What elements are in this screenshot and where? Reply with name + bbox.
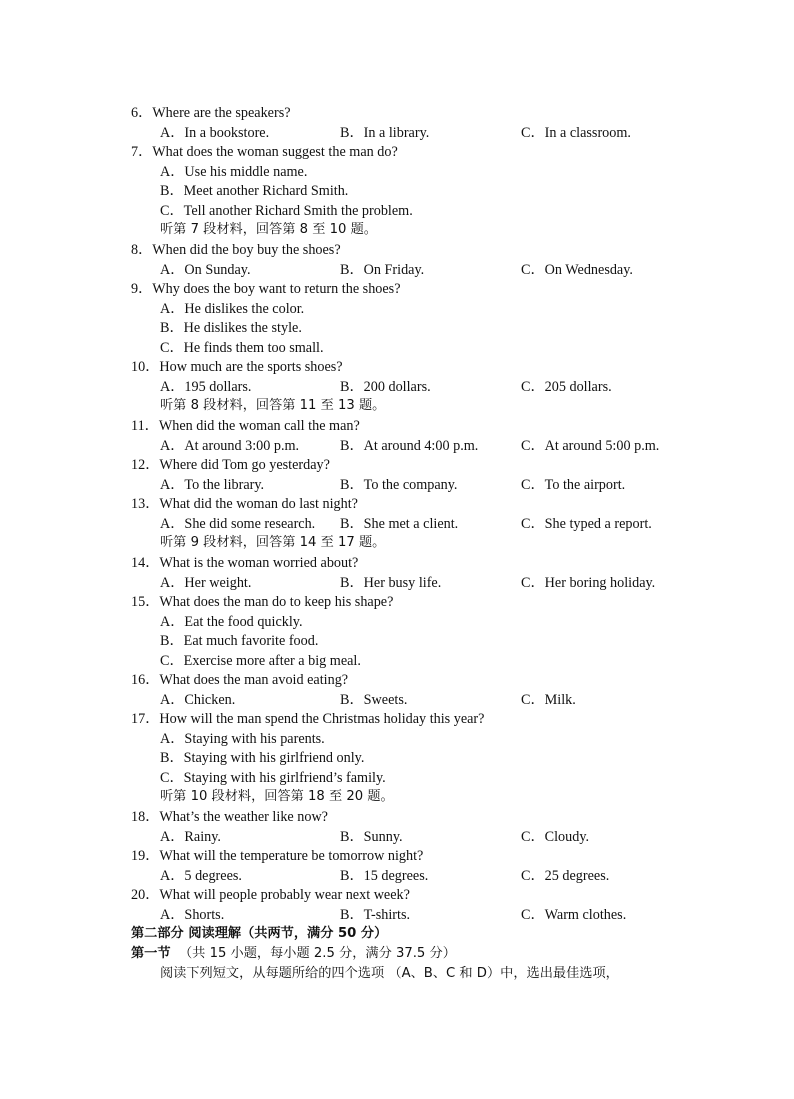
option-c: C．Milk. xyxy=(521,692,576,708)
option-a: A．He dislikes the color. xyxy=(160,301,305,317)
option-a: A．At around 3:00 p.m. xyxy=(160,438,300,454)
section-info: （共 15 小题，每小题 2.5 分，满分 37.5 分） xyxy=(179,946,456,961)
option-a: A．In a bookstore. xyxy=(160,125,270,141)
question-stem: 10．How much are the sports shoes? xyxy=(131,359,343,375)
option-a: A．Staying with his parents. xyxy=(160,731,325,747)
option-c: C．Cloudy. xyxy=(521,829,590,845)
option-row xyxy=(0,201,794,221)
option-c: C．Warm clothes. xyxy=(521,907,627,923)
option-row xyxy=(0,748,794,768)
part2-title: 第二部分 阅读理解（共两节，满分 50 分） xyxy=(131,926,388,941)
option-row xyxy=(0,162,794,182)
option-row xyxy=(0,651,794,671)
options-row xyxy=(0,827,794,847)
question-stem: 8．When did the boy buy the shoes? xyxy=(131,242,341,258)
option-c: C．On Wednesday. xyxy=(521,262,633,278)
listening-instruction xyxy=(0,533,794,553)
option-row xyxy=(0,631,794,651)
listening-instruction xyxy=(0,220,794,240)
reading-directions xyxy=(0,964,794,984)
option-b: B．He dislikes the style. xyxy=(160,320,302,336)
option-b: B．Her busy life. xyxy=(340,575,442,591)
option-row xyxy=(0,768,794,788)
question-13 xyxy=(0,494,794,514)
question-stem: 16．What does the man avoid eating? xyxy=(131,672,349,688)
option-a: A．5 degrees. xyxy=(160,868,242,884)
question-18 xyxy=(0,807,794,827)
option-b: B．Meet another Richard Smith. xyxy=(160,183,349,199)
option-b: B．On Friday. xyxy=(340,262,425,278)
option-b: B．T-shirts. xyxy=(340,907,411,923)
question-stem: 11．When did the woman call the man? xyxy=(131,418,360,434)
options-row xyxy=(0,260,794,280)
option-a: A．Shorts. xyxy=(160,907,225,923)
option-b: B．To the company. xyxy=(340,477,458,493)
question-17 xyxy=(0,709,794,729)
question-stem: 12．Where did Tom go yesterday? xyxy=(131,457,330,473)
question-15 xyxy=(0,592,794,612)
question-20 xyxy=(0,885,794,905)
option-c: C．Exercise more after a big meal. xyxy=(160,653,361,669)
option-c: C．At around 5:00 p.m. xyxy=(521,438,660,454)
question-stem: 19．What will the temperature be tomorrow night? xyxy=(131,848,424,864)
question-stem: 7．What does the woman suggest the man do? xyxy=(131,144,398,160)
option-b: B．She met a client. xyxy=(340,516,459,532)
option-c: C．Her boring holiday. xyxy=(521,575,656,591)
option-c: C．Staying with his girlfriend’s family. xyxy=(160,770,386,786)
part2-heading xyxy=(0,924,794,944)
question-stem: 9．Why does the boy want to return the shoes? xyxy=(131,281,401,297)
question-stem: 13．What did the woman do last night? xyxy=(131,496,358,512)
option-row xyxy=(0,612,794,632)
question-12 xyxy=(0,455,794,475)
question-10 xyxy=(0,357,794,377)
option-b: B．200 dollars. xyxy=(340,379,431,395)
option-row xyxy=(0,181,794,201)
instruction-text: 听第 9 段材料，回答第 14 至 17 题。 xyxy=(160,535,386,550)
question-19 xyxy=(0,846,794,866)
options-row xyxy=(0,905,794,925)
option-row xyxy=(0,729,794,749)
options-row xyxy=(0,690,794,710)
option-a: A．She did some research. xyxy=(160,516,316,532)
question-stem: 18．What’s the weather like now? xyxy=(131,809,328,825)
option-c: C．Tell another Richard Smith the problem. xyxy=(160,203,413,219)
options-row xyxy=(0,475,794,495)
options-row xyxy=(0,377,794,397)
option-c: C．She typed a report. xyxy=(521,516,652,532)
options-row xyxy=(0,436,794,456)
question-7 xyxy=(0,142,794,162)
option-b: B．Sweets. xyxy=(340,692,408,708)
question-14 xyxy=(0,553,794,573)
option-b: B．Sunny. xyxy=(340,829,403,845)
instruction-text: 听第 7 段材料，回答第 8 至 10 题。 xyxy=(160,222,377,237)
option-a: A．Use his middle name. xyxy=(160,164,308,180)
option-b: B．Eat much favorite food. xyxy=(160,633,319,649)
section-label: 第一节 xyxy=(131,946,171,961)
option-a: A．Her weight. xyxy=(160,575,252,591)
option-row xyxy=(0,299,794,319)
option-row xyxy=(0,338,794,358)
option-a: A．Rainy. xyxy=(160,829,221,845)
question-stem: 17．How will the man spend the Christmas holiday this year? xyxy=(131,711,485,727)
instruction-text: 听第 8 段材料，回答第 11 至 13 题。 xyxy=(160,398,386,413)
question-stem: 20．What will people probably wear next week? xyxy=(131,887,410,903)
question-11 xyxy=(0,416,794,436)
question-stem: 6．Where are the speakers? xyxy=(131,105,291,121)
option-c: C．He finds them too small. xyxy=(160,340,324,356)
option-c: C．In a classroom. xyxy=(521,125,631,141)
directions-text: 阅读下列短文，从每题所给的四个选项 （A、B、C 和 D）中，选出最佳选项， xyxy=(160,966,619,981)
section-heading xyxy=(0,944,794,964)
options-row xyxy=(0,514,794,534)
option-b: B．At around 4:00 p.m. xyxy=(340,438,479,454)
option-c: C．25 degrees. xyxy=(521,868,610,884)
option-c: C．205 dollars. xyxy=(521,379,612,395)
question-8 xyxy=(0,240,794,260)
option-row xyxy=(0,318,794,338)
question-6 xyxy=(0,103,794,123)
question-stem: 15．What does the man do to keep his shape? xyxy=(131,594,394,610)
option-b: B．In a library. xyxy=(340,125,430,141)
option-b: B．Staying with his girlfriend only. xyxy=(160,750,365,766)
options-row xyxy=(0,866,794,886)
option-a: A．Eat the food quickly. xyxy=(160,614,303,630)
instruction-text: 听第 10 段材料，回答第 18 至 20 题。 xyxy=(160,789,394,804)
question-9 xyxy=(0,279,794,299)
option-a: A．195 dollars. xyxy=(160,379,252,395)
option-a: A．On Sunday. xyxy=(160,262,251,278)
option-a: A．To the library. xyxy=(160,477,265,493)
options-row xyxy=(0,123,794,143)
question-stem: 14．What is the woman worried about? xyxy=(131,555,359,571)
option-b: B．15 degrees. xyxy=(340,868,429,884)
option-a: A．Chicken. xyxy=(160,692,236,708)
options-row xyxy=(0,573,794,593)
listening-instruction xyxy=(0,787,794,807)
listening-instruction xyxy=(0,396,794,416)
question-16 xyxy=(0,670,794,690)
option-c: C．To the airport. xyxy=(521,477,626,493)
